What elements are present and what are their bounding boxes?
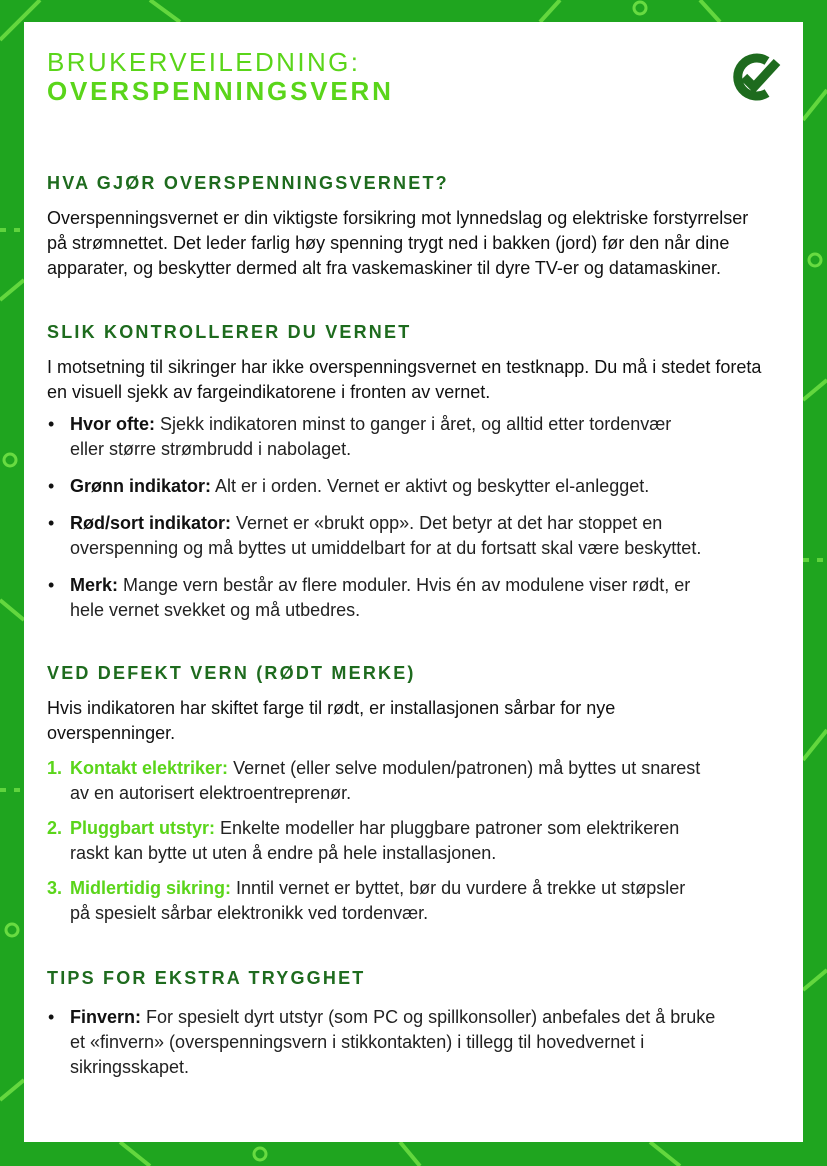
step-label: Midlertidig sikring: [70, 878, 232, 898]
list-item [47, 412, 707, 462]
step-label: Kontakt elektriker: [70, 758, 229, 778]
check-list [47, 412, 707, 623]
list-item-label: Rød/sort indikator: [70, 513, 231, 533]
list-item-text: Mange vern består av flere moduler. Hvis én av modulene viser rødt, er hele vernet svekket og må utbedres. [70, 575, 691, 620]
checkmark-circle-logo-icon [727, 52, 781, 102]
list-item [47, 573, 707, 623]
header [47, 48, 781, 138]
section-what-body: Overspenningsvernet er din viktigste forsikring mot lynnedslag og elektriske forstyrrelser på strømnettet. Det leder farlig høy spenning trygt ned i bakken (jord) før den når dine apparater, og beskytter dermed alt fra vaskemaskiner til dyre TV-er og datamaskiner. [47, 208, 749, 278]
step-label: Pluggbart utstyr: [70, 818, 216, 838]
list-item-text: Alt er i orden. Vernet er aktivt og beskytter el-anlegget. [211, 476, 650, 496]
page-title-line1: BRUKERVEILEDNING: [47, 47, 361, 77]
list-item-label: Grønn indikator: [70, 476, 211, 496]
list-item [47, 816, 707, 866]
step-number: 3. [47, 878, 63, 898]
step-text: Vernet (eller selve modulen/patronen) må byttes ut snarest av en autorisert elektroentreprenør. [70, 758, 701, 803]
section-check-intro: I motsetning til sikringer har ikke overspenningsvernet en testknapp. Du må i stedet foreta en visuell sjekk av fargeindikatorene i fronten av vernet. [47, 357, 762, 402]
step-text: Enkelte modeller har pluggbare patroner som elektrikeren raskt kan bytte ut uten å endre på hele installasjonen. [70, 818, 680, 863]
list-item [47, 1005, 727, 1080]
tips-list [47, 1005, 727, 1080]
section-defect-intro: Hvis indikatoren har skiftet farge til rødt, er installasjonen sårbar for nye overspenninger. [47, 698, 616, 743]
list-item-label: Hvor ofte: [70, 414, 155, 434]
list-item-text: For spesielt dyrt utstyr (som PC og spillkonsoller) anbefales det å bruke et «finvern» (overspenningsvern i stikkontakten) i tillegg til hovedvernet i sikringsskapet. [70, 1007, 716, 1077]
list-item [47, 756, 707, 806]
list-item [47, 876, 707, 926]
defect-steps [47, 756, 707, 926]
list-item-label: Finvern: [70, 1007, 142, 1027]
step-number: 1. [47, 758, 63, 778]
instruction-card [24, 22, 803, 1142]
list-item [47, 511, 707, 561]
step-number: 2. [47, 818, 63, 838]
step-text: Inntil vernet er byttet, bør du vurdere å trekke ut støpsler på spesielt sårbar elektronikk ved tordenvær. [70, 878, 686, 923]
list-item-label: Merk: [70, 575, 119, 595]
section-heading-what: HVA GJØR OVERSPENNINGSVERNET? [47, 173, 449, 193]
list-item [47, 474, 707, 499]
list-item-text: Sjekk indikatoren minst to ganger i året, og alltid etter tordenvær eller større strømbrudd i nabolaget. [70, 414, 672, 459]
page-title-line2: OVERSPENNINGSVERN [47, 76, 394, 106]
section-heading-defect: VED DEFEKT VERN (RØDT MERKE) [47, 663, 416, 683]
list-item-text: Vernet er «brukt opp». Det betyr at det har stoppet en overspenning og må byttes ut umiddelbart for at du fortsatt skal være beskyttet. [70, 513, 702, 558]
section-heading-tips: TIPS FOR EKSTRA TRYGGHET [47, 968, 366, 988]
section-heading-check: SLIK KONTROLLERER DU VERNET [47, 322, 412, 342]
